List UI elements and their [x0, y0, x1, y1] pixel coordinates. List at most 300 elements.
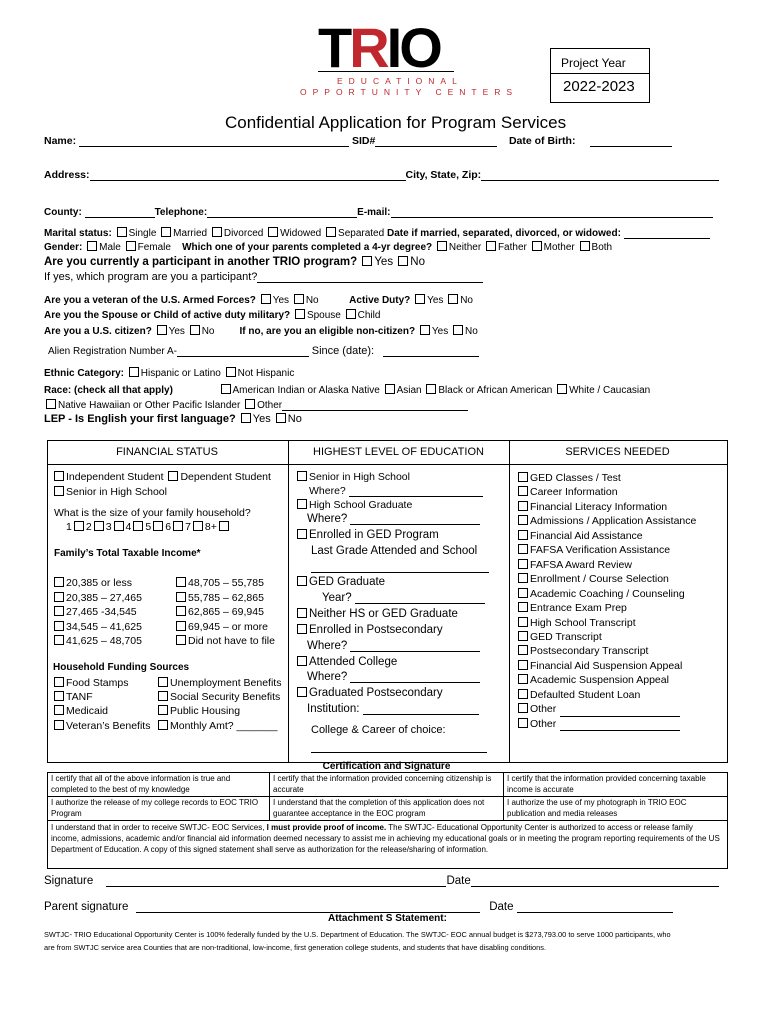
- funding-label: TANF: [66, 691, 93, 704]
- income-high-label: Did not have to file: [188, 635, 275, 647]
- service-checkbox[interactable]: [518, 645, 528, 655]
- neither-grad-checkbox[interactable]: [297, 608, 307, 618]
- ethnic-row: [44, 367, 294, 379]
- income-high-checkbox[interactable]: [176, 621, 186, 631]
- income-low-item: [52, 605, 142, 620]
- spouse-checkbox[interactable]: [295, 309, 305, 319]
- institution-field[interactable]: [363, 703, 479, 715]
- income-low-checkbox[interactable]: [54, 592, 64, 602]
- certification-title: Certification and Signature: [322, 761, 451, 772]
- household-size-label: 7: [185, 521, 191, 533]
- parent-signature-row: [44, 901, 673, 913]
- funding-checkbox[interactable]: [54, 677, 64, 687]
- attended-college-label: Attended College: [309, 656, 398, 668]
- race-other-label: Other: [257, 400, 283, 411]
- marital-date-field[interactable]: [624, 227, 710, 239]
- income-high-label: 55,785 – 62,865: [188, 591, 264, 604]
- female-label: Female: [137, 242, 171, 253]
- institution-row: [307, 703, 479, 715]
- email-field[interactable]: [391, 206, 713, 218]
- attended-college-checkbox[interactable]: [297, 656, 307, 666]
- active-no-checkbox[interactable]: [448, 294, 458, 304]
- income-low-label: 41,625 – 48,705: [66, 635, 142, 647]
- service-checkbox[interactable]: [518, 544, 528, 554]
- income-low-item: [52, 591, 142, 606]
- project-year-value[interactable]: 2022-2023: [563, 78, 635, 95]
- where2-label: Where?: [307, 513, 348, 525]
- white-label: White / Caucasian: [569, 385, 651, 396]
- income-high-label: 48,705 – 55,785: [188, 577, 264, 589]
- institution-label: Institution:: [307, 703, 360, 715]
- active-yes-label: Yes: [427, 295, 444, 306]
- income-low-checkbox[interactable]: [54, 621, 64, 631]
- where3-field[interactable]: [350, 640, 480, 652]
- service-checkbox[interactable]: [518, 573, 528, 583]
- funding-item: [52, 690, 150, 704]
- edu-senior-row: [295, 471, 410, 483]
- funding-label: Veteran’s Benefits: [66, 719, 151, 732]
- funding-2-checkbox[interactable]: [158, 677, 168, 687]
- service-label: Financial Aid Assistance: [530, 529, 643, 542]
- service-checkbox[interactable]: [518, 631, 528, 641]
- mother-checkbox[interactable]: [532, 241, 542, 251]
- ged-year-row: [322, 592, 485, 604]
- child-label: Child: [357, 310, 381, 321]
- service-other-field[interactable]: [560, 719, 680, 731]
- veteran-no-label: No: [305, 295, 319, 306]
- service-item: [516, 558, 696, 572]
- female-checkbox[interactable]: [126, 241, 136, 251]
- funding-2-label: Social Security Benefits: [170, 691, 281, 704]
- service-item: [516, 514, 696, 528]
- active-yes-checkbox[interactable]: [415, 294, 425, 304]
- career-row: [311, 741, 487, 753]
- income-high-checkbox[interactable]: [176, 592, 186, 602]
- marital-row: [44, 227, 710, 239]
- income-high-label: 62,865 – 69,945: [188, 606, 264, 618]
- service-label: Postsecondary Transcript: [530, 645, 649, 658]
- service-checkbox[interactable]: [518, 515, 528, 525]
- citizen-question: Are you a U.S. citizen?: [44, 326, 152, 337]
- last-grade-field[interactable]: [311, 561, 489, 573]
- household-size-label: 6: [165, 521, 172, 533]
- logo-sub2: OPPORTUNITY CENTERS: [300, 87, 519, 97]
- asian-checkbox[interactable]: [385, 384, 395, 394]
- service-label: Career Information: [530, 486, 618, 499]
- mother-label: Mother: [543, 242, 575, 253]
- service-checkbox[interactable]: [518, 703, 528, 713]
- where1-field[interactable]: [349, 485, 483, 497]
- service-checkbox[interactable]: [518, 588, 528, 598]
- service-label: Academic Coaching / Counseling: [530, 587, 685, 600]
- funding-2-checkbox[interactable]: [158, 720, 168, 730]
- service-item: [516, 702, 696, 716]
- noncitizen-question: If no, are you an eligible non-citizen?: [239, 326, 416, 337]
- parents-question: Which one of your parents completed a 4-yr degree?: [182, 242, 433, 253]
- where4-field[interactable]: [350, 671, 480, 683]
- not-hispanic-label: Not Hispanic: [237, 368, 295, 379]
- service-label: Enrollment / Course Selection: [530, 573, 669, 586]
- income-low-checkbox[interactable]: [54, 577, 64, 587]
- male-label: Male: [99, 242, 121, 253]
- signature-date-label: Date: [446, 875, 471, 887]
- income-low-checkbox[interactable]: [54, 635, 64, 645]
- service-item: [516, 587, 696, 601]
- project-year-label: Project Year: [561, 56, 626, 70]
- edu-senior-checkbox[interactable]: [297, 471, 307, 481]
- dependent-checkbox[interactable]: [168, 471, 178, 481]
- service-label: Financial Literacy Information: [530, 500, 668, 513]
- income-low-item: [52, 620, 142, 635]
- household-size-label: 3: [105, 521, 112, 533]
- services-list: [516, 471, 696, 731]
- asian-label: Asian: [396, 385, 422, 396]
- citizen-no-checkbox[interactable]: [190, 325, 200, 335]
- income-low-label: 34,545 – 41,625: [66, 620, 142, 633]
- service-label: Entrance Exam Prep: [530, 602, 627, 615]
- noncitizen-yes-label: Yes: [431, 326, 449, 337]
- attachment-label: Attachment S Statement:: [328, 913, 447, 924]
- where1-label: Where?: [309, 485, 346, 497]
- funding-item: [52, 719, 150, 733]
- income-high-label: 69,945 – or more: [188, 620, 268, 633]
- household-size-checkbox[interactable]: [153, 521, 163, 531]
- lep-yes-checkbox[interactable]: [241, 413, 251, 423]
- grad-post-label: Graduated Postsecondary: [309, 687, 443, 699]
- gender-row: [44, 241, 612, 253]
- income-low-label: 27,465 -34,545: [66, 606, 137, 618]
- service-label: Other: [530, 703, 557, 716]
- funding-checkbox[interactable]: [54, 691, 64, 701]
- fin-senior-checkbox[interactable]: [54, 486, 64, 496]
- married-checkbox[interactable]: [161, 227, 171, 237]
- cert-proof-of-income: [51, 822, 721, 855]
- service-label: GED Transcript: [530, 630, 602, 643]
- household-size-label: 5: [145, 521, 152, 533]
- income-high-item: [174, 605, 275, 620]
- funding-label: Medicaid: [66, 705, 109, 718]
- last-grade-label: Last Grade Attended and School: [311, 545, 478, 557]
- household-size-checkbox[interactable]: [193, 521, 203, 531]
- year-label: Year?: [322, 592, 352, 604]
- funding-2-checkbox[interactable]: [158, 705, 168, 715]
- child-checkbox[interactable]: [346, 309, 356, 319]
- ged-program-checkbox[interactable]: [297, 529, 307, 539]
- career-field[interactable]: [311, 741, 487, 753]
- where3-label: Where?: [307, 640, 348, 652]
- footer-line-2: are from SWTJC service area Counties that are non-traditional, low-income, first generation college students, and students that have disabling conditions.: [44, 943, 547, 952]
- parent-date-label: Date: [489, 901, 514, 913]
- service-checkbox[interactable]: [518, 602, 528, 612]
- name-row: [44, 135, 672, 147]
- lep-row: [44, 413, 302, 425]
- widowed-checkbox[interactable]: [268, 227, 278, 237]
- citizen-row: [44, 325, 478, 337]
- footer-line-1: SWTJC- TRIO Educational Opportunity Center is 100% federally funded by the U.S. Department of Education. The SWTJC- EOC annual budget is $273,793.00 to serve 1000 participants, who: [44, 930, 671, 939]
- both-checkbox[interactable]: [580, 241, 590, 251]
- postsecondary-checkbox[interactable]: [297, 624, 307, 634]
- service-label: FAFSA Verification Assistance: [530, 544, 671, 557]
- income-label: Family’s Total Taxable Income*: [54, 548, 201, 559]
- hispanic-checkbox[interactable]: [129, 367, 139, 377]
- trio-which-label: If yes, which program are you a participant?: [44, 271, 258, 283]
- service-checkbox[interactable]: [518, 486, 528, 496]
- independent-checkbox[interactable]: [54, 471, 64, 481]
- county-field[interactable]: [85, 206, 155, 218]
- ged-grad-label: GED Graduate: [309, 576, 386, 588]
- household-size-checkbox[interactable]: [94, 521, 104, 531]
- lep-yes-label: Yes: [252, 413, 271, 425]
- funding-2-checkbox[interactable]: [158, 691, 168, 701]
- household-size-label: 4: [125, 521, 132, 533]
- alien-field[interactable]: [177, 345, 309, 357]
- funding-2-item: [156, 690, 281, 704]
- county-label: County:: [44, 207, 82, 218]
- logo-letter-i: I: [386, 16, 400, 79]
- black-checkbox[interactable]: [426, 384, 436, 394]
- neither-grad-label: Neither HS or GED Graduate: [309, 608, 458, 620]
- parent-date-field[interactable]: [517, 901, 673, 913]
- income-right-list: [174, 576, 275, 649]
- address-row: [44, 169, 719, 181]
- white-checkbox[interactable]: [557, 384, 567, 394]
- household-size-label: 8+: [204, 521, 217, 533]
- veteran-no-checkbox[interactable]: [294, 294, 304, 304]
- cert-photograph: I authorize the use of my photograph in TRIO EOC publication and media releases: [507, 798, 687, 818]
- native-am-label: American Indian or Alaska Native: [232, 385, 380, 396]
- service-label: FAFSA Award Review: [530, 558, 632, 571]
- alien-label: Alien Registration Number A-: [48, 346, 177, 357]
- telephone-field[interactable]: [207, 206, 357, 218]
- father-label: Father: [497, 242, 527, 253]
- citizen-no-label: No: [201, 326, 215, 337]
- city-label: City, State, Zip:: [405, 169, 482, 181]
- ged-grad-checkbox[interactable]: [297, 576, 307, 586]
- cert-citizenship: I certify that the information provided concerning citizenship is accurate: [273, 774, 492, 794]
- income-high-checkbox[interactable]: [176, 577, 186, 587]
- income-low-item: [52, 634, 142, 649]
- parent-signature-field[interactable]: [136, 901, 480, 913]
- dob-label: Date of Birth:: [508, 135, 576, 147]
- proof-b: I must provide proof of income.: [266, 823, 387, 832]
- veteran-row: [44, 294, 473, 306]
- name-label: Name:: [44, 135, 77, 147]
- race-label: Race: (check all that apply): [44, 385, 173, 396]
- not-hispanic-checkbox[interactable]: [226, 367, 236, 377]
- income-left-list: [52, 576, 142, 649]
- career-label: College & Career of choice:: [311, 724, 446, 736]
- service-checkbox[interactable]: [518, 689, 528, 699]
- veteran-question: Are you a veteran of the U.S. Armed Forces?: [44, 295, 256, 306]
- attended-college-row: [295, 656, 397, 668]
- lep-no-checkbox[interactable]: [276, 413, 286, 423]
- both-label: Both: [591, 242, 613, 253]
- trio-yes-checkbox[interactable]: [362, 256, 372, 266]
- signature-label: Signature: [44, 875, 94, 887]
- address-field[interactable]: [90, 169, 406, 181]
- service-checkbox[interactable]: [518, 617, 528, 627]
- page-title: Confidential Application for Program Services: [225, 113, 567, 132]
- edu-where1-row: [309, 485, 483, 497]
- service-item: [516, 500, 696, 514]
- single-checkbox[interactable]: [117, 227, 127, 237]
- service-label: GED Classes / Test: [530, 472, 621, 484]
- service-item: [516, 616, 696, 630]
- funding-right-list: [156, 676, 281, 733]
- fin-senior-row: [52, 486, 167, 498]
- household-question: What is the size of your family household?: [54, 507, 251, 519]
- city-field[interactable]: [481, 169, 719, 181]
- trio-no-checkbox[interactable]: [398, 256, 408, 266]
- telephone-label: Telephone:: [154, 207, 208, 218]
- veteran-yes-label: Yes: [272, 295, 290, 306]
- neither-label: Neither: [448, 242, 482, 253]
- sid-field[interactable]: [375, 135, 497, 147]
- neither-grad-row: [295, 608, 458, 620]
- income-high-item: [174, 634, 275, 649]
- funding-checkbox[interactable]: [54, 705, 64, 715]
- race-other-checkbox[interactable]: [245, 399, 255, 409]
- financial-header: FINANCIAL STATUS: [116, 446, 218, 458]
- income-high-checkbox[interactable]: [176, 635, 186, 645]
- income-low-label: 20,385 or less: [66, 577, 132, 589]
- trio-row: [44, 256, 425, 268]
- household-size-label: 2: [85, 521, 92, 533]
- alien-row: [48, 345, 479, 357]
- logo-letter-r: R: [349, 16, 387, 79]
- household-size-checkbox[interactable]: [74, 521, 84, 531]
- marital-label: Marital status:: [44, 228, 112, 239]
- male-checkbox[interactable]: [87, 241, 97, 251]
- year-field[interactable]: [355, 592, 485, 604]
- noncitizen-no-label: No: [464, 326, 478, 337]
- funding-2-label: Unemployment Benefits: [170, 677, 282, 689]
- service-label: Admissions / Application Assistance: [530, 515, 697, 528]
- cert-records: I authorize the release of my college records to EOC TRIO Program: [51, 798, 259, 818]
- noncitizen-no-checkbox[interactable]: [453, 325, 463, 335]
- trio-which-row: [44, 271, 483, 283]
- service-checkbox[interactable]: [518, 559, 528, 569]
- grad-post-row: [295, 687, 443, 699]
- postsecondary-row: [295, 624, 443, 636]
- income-low-checkbox[interactable]: [54, 606, 64, 616]
- trio-which-field[interactable]: [257, 271, 483, 283]
- last-grade-row: [311, 561, 489, 573]
- parent-signature-label: Parent signature: [44, 901, 129, 913]
- service-checkbox[interactable]: [518, 530, 528, 540]
- household-size-checkbox[interactable]: [133, 521, 143, 531]
- edu-where4-row: [307, 671, 480, 683]
- edu-where3-row: [307, 640, 480, 652]
- income-high-checkbox[interactable]: [176, 606, 186, 616]
- household-size-checkbox[interactable]: [219, 521, 229, 531]
- proof-c: The SWTJC- Educational Opportunity Center is authorized to access or release family income, admissions, academic and/or financial aid information deemed necessary to assist me in achieving my educational goals or in meeting the program reporting requirements of the US Department of Education. A copy of this signed statement shall serve as authorization for the release/sharing of information.: [51, 823, 720, 854]
- funding-checkbox[interactable]: [54, 720, 64, 730]
- active-no-label: No: [460, 295, 473, 306]
- logo-letter-t: T: [318, 16, 350, 79]
- grad-post-checkbox[interactable]: [297, 687, 307, 697]
- income-high-item: [174, 576, 275, 591]
- signature-row: [44, 875, 719, 887]
- income-high-item: [174, 620, 275, 635]
- service-label: Academic Suspension Appeal: [530, 674, 669, 687]
- service-label: Financial Aid Suspension Appeal: [530, 659, 683, 672]
- since-label: Since (date):: [311, 345, 375, 357]
- hawaiian-label: Native Hawaiian or Other Pacific Islander: [58, 400, 241, 411]
- service-checkbox[interactable]: [518, 501, 528, 511]
- ged-program-row: [295, 529, 439, 541]
- service-item: [516, 572, 696, 586]
- spouse-question: Are you the Spouse or Child of active duty military?: [44, 310, 291, 321]
- neither-checkbox[interactable]: [437, 241, 447, 251]
- where4-label: Where?: [307, 671, 348, 683]
- hawaiian-checkbox[interactable]: [46, 399, 56, 409]
- service-checkbox[interactable]: [518, 674, 528, 684]
- service-checkbox[interactable]: [518, 472, 528, 482]
- signature-field[interactable]: [106, 875, 446, 887]
- citizen-yes-label: Yes: [168, 326, 185, 337]
- marital-date-label: Date if married, separated, divorced, or widowed:: [386, 228, 621, 239]
- funding-2-label: Monthly Amt? _______: [170, 719, 278, 732]
- service-checkbox[interactable]: [518, 718, 528, 728]
- household-sizes: [66, 521, 231, 533]
- dependent-label: Dependent Student: [180, 471, 271, 483]
- services-header: SERVICES NEEDED: [565, 446, 670, 458]
- where2-field[interactable]: [350, 513, 480, 525]
- hs-grad-checkbox[interactable]: [297, 499, 307, 509]
- single-label: Single: [128, 228, 157, 239]
- race-other-field[interactable]: [282, 399, 468, 411]
- ethnic-label: Ethnic Category:: [44, 368, 125, 379]
- service-item: [516, 485, 696, 499]
- edu-where2-row: [307, 513, 480, 525]
- name-field[interactable]: [79, 135, 349, 147]
- cert-no-guarantee: I understand that the completion of this application does not guarantee acceptance in the EOC program: [273, 798, 485, 818]
- student-type-row: [52, 471, 271, 483]
- native-am-checkbox[interactable]: [221, 384, 231, 394]
- ged-program-label: Enrolled in GED Program: [309, 529, 439, 541]
- father-checkbox[interactable]: [486, 241, 496, 251]
- married-label: Married: [173, 228, 208, 239]
- divorced-checkbox[interactable]: [212, 227, 222, 237]
- funding-2-item: [156, 676, 281, 690]
- household-size-checkbox[interactable]: [114, 521, 124, 531]
- funding-2-item: [156, 704, 281, 718]
- separated-checkbox[interactable]: [326, 227, 336, 237]
- signature-date-field[interactable]: [471, 875, 719, 887]
- household-size-checkbox[interactable]: [173, 521, 183, 531]
- service-item: [516, 630, 696, 644]
- citizen-yes-checkbox[interactable]: [157, 325, 167, 335]
- lep-label: LEP - Is English your first language?: [44, 413, 236, 425]
- separated-label: Separated: [338, 228, 385, 239]
- noncitizen-yes-checkbox[interactable]: [420, 325, 430, 335]
- household-size-label: 1: [66, 521, 72, 533]
- dob-field[interactable]: [590, 135, 672, 147]
- education-header: HIGHEST LEVEL OF EDUCATION: [313, 446, 484, 458]
- service-item: [516, 644, 696, 658]
- hispanic-label: Hispanic or Latino: [140, 368, 221, 379]
- service-checkbox[interactable]: [518, 660, 528, 670]
- since-field[interactable]: [383, 345, 479, 357]
- service-other-field[interactable]: [560, 705, 680, 717]
- proof-a: I understand that in order to receive SWTJC- EOC Services,: [51, 823, 265, 832]
- income-low-item: [52, 576, 142, 591]
- email-label: E-mail:: [357, 207, 391, 218]
- service-item: [516, 673, 696, 687]
- service-item: [516, 601, 696, 615]
- veteran-yes-checkbox[interactable]: [261, 294, 271, 304]
